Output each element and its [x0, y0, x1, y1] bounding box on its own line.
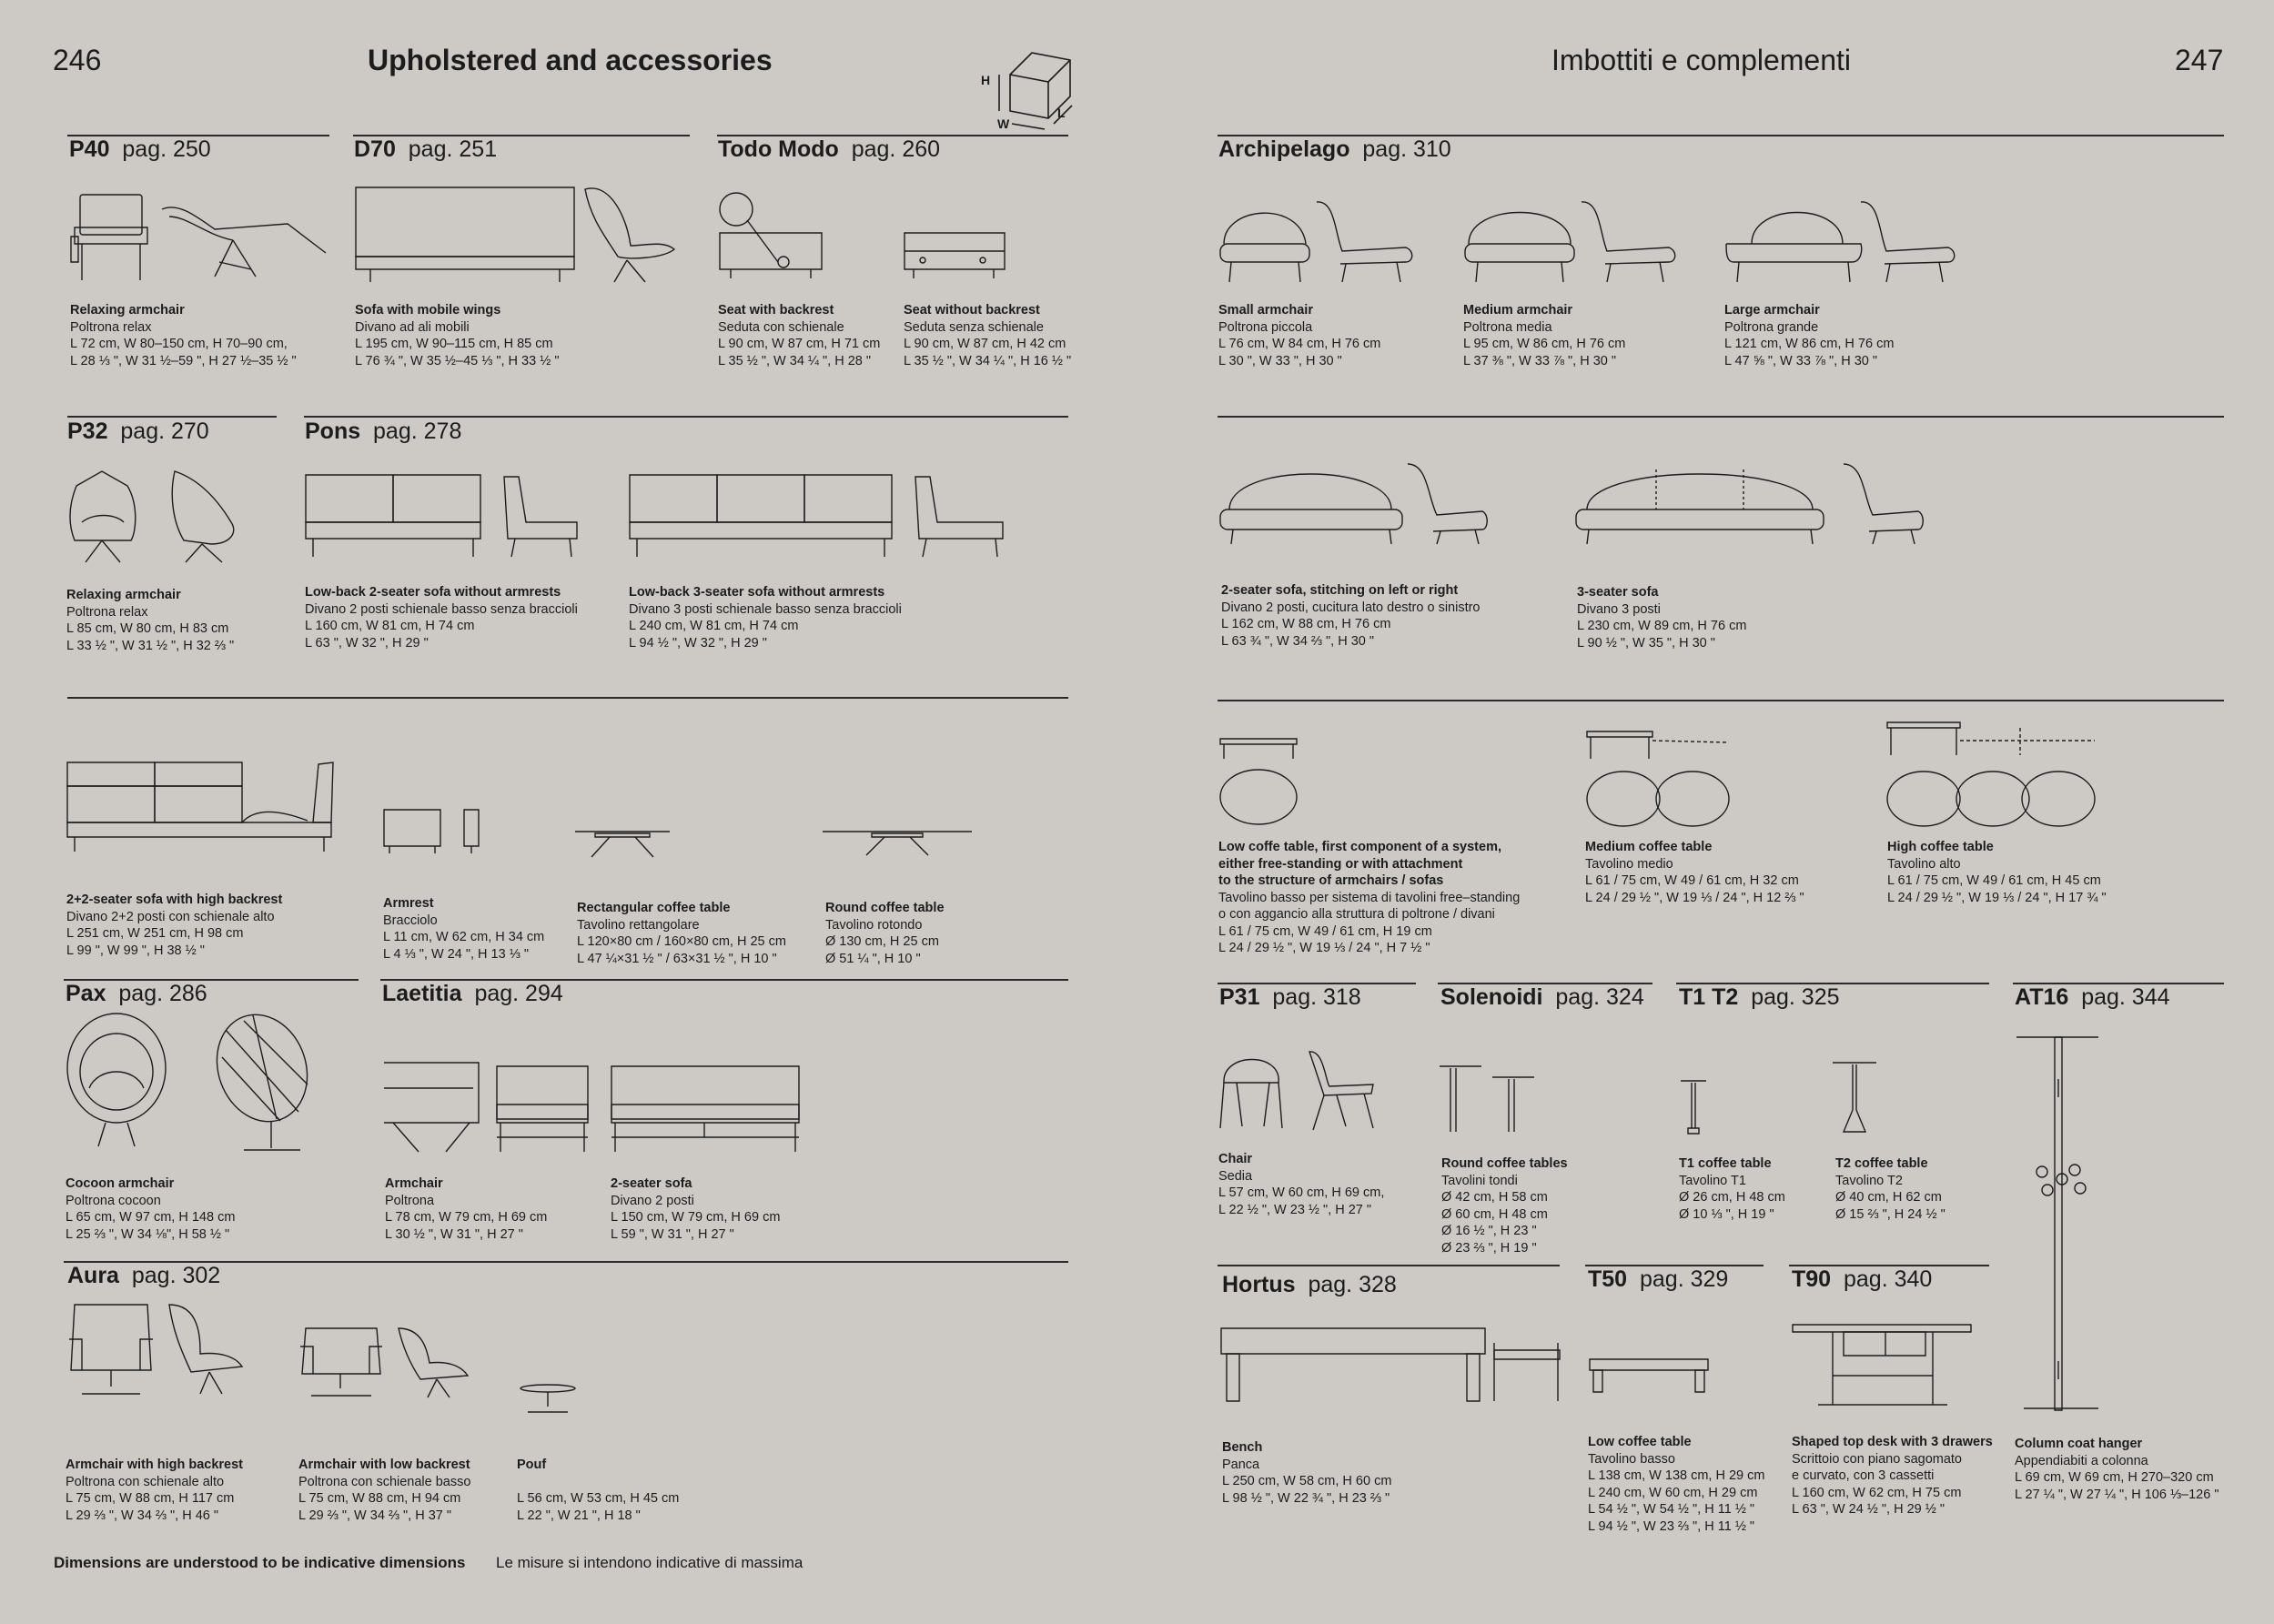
archipelago-medium-armchair-drawing — [1463, 197, 1709, 287]
section-heading-at16: AT16 pag. 344 — [2015, 984, 2170, 1010]
section-heading-todomodo: Todo Modo pag. 260 — [718, 136, 941, 162]
caption-pax-cocoon: Cocoon armchair Poltrona cocoon L 65 cm, W 97 cm, H 148 cm L 25 ⅔ ", W 34 ⅛", H 58 ½ " — [66, 1176, 236, 1242]
caption-archipelago-large: Large armchair Poltrona grande L 121 cm, W 86 cm, H 76 cm L 47 ⅝ ", W 33 ⅞ ", H 30 " — [1724, 303, 1895, 368]
caption-laetitia-armchair: Armchair Poltrona L 78 cm, W 79 cm, H 69 cm L 30 ½ ", W 31 ", H 27 " — [385, 1176, 548, 1242]
p32-armchair-drawing — [66, 468, 275, 568]
aura-low-armchair-drawing — [297, 1326, 515, 1408]
caption-aura-pouf: Pouf L 56 cm, W 53 cm, H 45 cm L 22 ", W 21 ", H 18 " — [517, 1458, 680, 1523]
rule-pons-2 — [67, 697, 1068, 699]
caption-solenoidi: Round coffee tables Tavolini tondi Ø 42 cm, H 58 cm Ø 60 cm, H 48 cm Ø 16 ½ ", H 23 " Ø 23 ⅔ ", H 19 " — [1441, 1156, 1568, 1256]
page-number-right: 247 — [2175, 44, 2224, 76]
section-heading-p40: P40 pag. 250 — [69, 136, 211, 162]
caption-p31-chair: Chair Sedia L 57 cm, W 60 cm, H 69 cm, L 22 ½ ", W 23 ½ ", H 27 " — [1218, 1152, 1385, 1217]
rule-archipelago-2 — [1218, 416, 2224, 418]
page-title-left: Upholstered and accessories — [368, 44, 773, 76]
caption-at16: Column coat hanger Appendiabiti a colonna L 69 cm, W 69 cm, H 270–320 cm L 27 ¼ ", W 27 ¼ ", H 106 ⅓–126 " — [2015, 1437, 2219, 1502]
todomodo-seat-nobackrest-drawing — [903, 231, 1006, 286]
section-heading-t90: T90 pag. 340 — [1792, 1266, 1933, 1292]
caption-todomodo-seat-nobackrest: Seat without backrest Seduta senza schienale L 90 cm, W 87 cm, H 42 cm L 35 ½ ", W 34 ¼ ", H 16 ½ " — [904, 303, 1072, 368]
caption-t90: Shaped top desk with 3 drawers Scrittoio con piano sagomato e curvato, con 3 cassetti L 160 cm, W 62 cm, H 75 cm L 63 ", W 24 ½ ", H 29 ½ " — [1792, 1435, 1993, 1517]
section-heading-pons: Pons pag. 278 — [305, 419, 462, 444]
section-heading-p32: P32 pag. 270 — [67, 419, 209, 444]
footer-note-it: Le misure si intendono indicative di massima — [496, 1554, 803, 1571]
caption-pons-2seater: Low-back 2-seater sofa without armrests Divano 2 posti schienale basso senza braccioli L 160 cm, W 81 cm, H 74 cm L 63 ", W 32 ", H 29 " — [305, 585, 578, 651]
caption-archipelago-small: Small armchair Poltrona piccola L 76 cm, W 84 cm, H 76 cm L 30 ", W 33 ", H 30 " — [1218, 303, 1381, 368]
footer-note-en: Dimensions are understood to be indicative dimensions — [54, 1554, 466, 1571]
t90-desk-drawing — [1791, 1321, 1973, 1412]
caption-hortus-bench: Bench Panca L 250 cm, W 58 cm, H 60 cm L 98 ½ ", W 22 ¾ ", H 23 ⅔ " — [1222, 1440, 1392, 1506]
pons-round-table-drawing — [821, 828, 975, 864]
t2-table-drawing — [1829, 1059, 1884, 1135]
p40-armchair-drawing — [69, 189, 333, 289]
section-heading-solenoidi: Solenoidi pag. 324 — [1440, 984, 1644, 1010]
caption-aura-low: Armchair with low backrest Poltrona con schienale basso L 75 cm, W 88 cm, H 94 cm L 29 ⅔ ", W 34 ⅔ ", H 37 " — [298, 1458, 471, 1523]
aura-high-armchair-drawing — [64, 1303, 282, 1403]
caption-t1: T1 coffee table Tavolino T1 Ø 26 cm, H 48 cm Ø 10 ⅓ ", H 19 " — [1679, 1156, 1785, 1222]
caption-archipelago-low-table: Low coffe table, first component of a system, either free-standing or with attachment to the structure of armchairs / sofas Tavolino basso per sistema di tavolini free–standing o con aggancio alla struttura di poltrone / divani L 61 / 75 cm, W 49 / 61 cm, H 19 cm L 24 / 29 ½ ", W 19 ⅓ / 24 ", H 7 ½ " — [1218, 840, 1521, 955]
caption-archipelago-3seater: 3-seater sofa Divano 3 posti L 230 cm, W 89 cm, H 76 cm L 90 ½ ", W 35 ", H 30 " — [1577, 585, 1747, 651]
section-heading-archipelago: Archipelago pag. 310 — [1218, 136, 1451, 162]
caption-aura-high: Armchair with high backrest Poltrona con schienale alto L 75 cm, W 88 cm, H 117 cm L 29 ⅔ ", W 34 ⅔ ", H 46 " — [66, 1458, 243, 1523]
laetitia-armchair-drawing — [382, 1061, 591, 1161]
laetitia-2seater-drawing — [610, 1064, 810, 1155]
caption-archipelago-medium-table: Medium coffee table Tavolino medio L 61 / 75 cm, W 49 / 61 cm, H 32 cm L 24 / 29 ½ ", W 19 ⅓ / 24 ", H 12 ⅔ " — [1585, 840, 1804, 905]
archipelago-small-armchair-drawing — [1218, 197, 1455, 287]
rule-archipelago-3 — [1218, 700, 2224, 701]
d70-sofa-drawing — [354, 182, 682, 291]
solenoidi-tables-drawing — [1436, 1063, 1545, 1135]
caption-archipelago-2seater: 2-seater sofa, stitching on left or right Divano 2 posti, cucitura lato destro o sinistro L 162 cm, W 88 cm, H 76 cm L 63 ¾ ", W 34 ⅔ ", H 30 " — [1221, 583, 1481, 649]
aura-pouf-drawing — [517, 1383, 581, 1419]
section-heading-p31: P31 pag. 318 — [1219, 984, 1361, 1010]
caption-pons-rect-table: Rectangular coffee table Tavolino rettangolare L 120×80 cm / 160×80 cm, H 25 cm L 47 ¼×31 ½ " / 63×31 ½ ", H 10 " — [577, 901, 786, 966]
rule-pons — [304, 416, 1068, 418]
todomodo-seat-backrest-drawing — [718, 189, 827, 289]
caption-todomodo-seat-backrest: Seat with backrest Seduta con schienale L 90 cm, W 87 cm, H 71 cm L 35 ½ ", W 34 ¼ ", H 28 " — [718, 303, 881, 368]
caption-archipelago-medium: Medium armchair Poltrona media L 95 cm, W 86 cm, H 76 cm L 37 ⅜ ", W 33 ⅞ ", H 30 " — [1463, 303, 1626, 368]
archipelago-low-table-drawing — [1218, 737, 1319, 837]
caption-laetitia-2seater: 2-seater sofa Divano 2 posti L 150 cm, W 79 cm, H 69 cm L 59 ", W 31 ", H 27 " — [611, 1176, 781, 1242]
dim-label-h: H — [981, 73, 991, 87]
archipelago-high-table-drawing — [1885, 719, 2104, 837]
section-heading-hortus: Hortus pag. 328 — [1222, 1272, 1397, 1297]
at16-coat-hanger-drawing — [2011, 1034, 2102, 1416]
rule-hortus — [1218, 1265, 1560, 1266]
caption-t50: Low coffee table Tavolino basso L 138 cm, W 138 cm, H 29 cm L 240 cm, W 60 cm, H 29 cm L 54 ½ ", W 54 ½ ", H 11 ½ " L 94 ½ ", W 23 ⅔ ", H 11 ½ " — [1588, 1435, 1765, 1534]
pons-3seater-drawing — [628, 473, 1010, 564]
caption-p32-relaxing-armchair: Relaxing armchair Poltrona relax L 85 cm, W 80 cm, H 83 cm L 33 ½ ", W 31 ½ ", H 32 ⅔ " — [66, 588, 235, 653]
section-heading-t1t2: T1 T2 pag. 325 — [1679, 984, 1840, 1010]
page-title-right: Imbottiti e complementi — [1551, 44, 1852, 76]
section-heading-t50: T50 pag. 329 — [1588, 1266, 1729, 1292]
pons-2seater-drawing — [304, 473, 595, 564]
caption-p40-relaxing-armchair: Relaxing armchair Poltrona relax L 72 cm, W 80–150 cm, H 70–90 cm, L 28 ⅓ ", W 31 ½–59 ", H 27 ½–35 ½ " — [70, 303, 297, 368]
caption-d70-sofa: Sofa with mobile wings Divano ad ali mobili L 195 cm, W 90–115 cm, H 85 cm L 76 ¾ ", W 35 ½–45 ⅓ ", H 33 ½ " — [355, 303, 560, 368]
caption-pons-2plus2: 2+2-seater sofa with high backrest Divano 2+2 posti con schienale alto L 251 cm, W 251 cm, H 98 cm L 99 ", W 99 ", H 38 ½ " — [66, 893, 283, 958]
p31-chair-drawing — [1218, 1046, 1382, 1137]
section-heading-aura: Aura pag. 302 — [67, 1263, 221, 1288]
t1-table-drawing — [1677, 1077, 1713, 1135]
archipelago-large-armchair-drawing — [1724, 197, 1970, 287]
caption-pons-armrest: Armrest Bracciolo L 11 cm, W 62 cm, H 34 cm L 4 ⅓ ", W 24 ", H 13 ⅓ " — [383, 896, 545, 962]
dim-label-l: L — [1057, 106, 1066, 120]
section-heading-laetitia: Laetitia pag. 294 — [382, 981, 563, 1006]
section-heading-d70: D70 pag. 251 — [354, 136, 498, 162]
archipelago-2seater-drawing — [1218, 460, 1491, 551]
pax-cocoon-drawing — [62, 1012, 317, 1157]
archipelago-medium-table-drawing — [1585, 728, 1740, 837]
archipelago-3seater-drawing — [1574, 460, 1956, 551]
rule-p32 — [67, 416, 277, 418]
pons-armrest-drawing — [382, 808, 491, 862]
t50-low-table-drawing — [1588, 1356, 1715, 1396]
page-number-left: 246 — [53, 44, 102, 76]
pons-rect-table-drawing — [573, 828, 673, 864]
caption-t2: T2 coffee table Tavolino T2 Ø 40 cm, H 62 cm Ø 15 ⅔ ", H 24 ½ " — [1835, 1156, 1946, 1222]
pons-2plus2-drawing — [66, 761, 339, 861]
caption-pons-3seater: Low-back 3-seater sofa without armrests Divano 3 posti schienale basso senza braccioli L 240 cm, W 81 cm, H 74 cm L 94 ½ ", W 32 ", H 29 " — [629, 585, 902, 651]
caption-pons-round-table: Round coffee table Tavolino rotondo Ø 130 cm, H 25 cm Ø 51 ¼ ", H 10 " — [825, 901, 945, 966]
caption-archipelago-high-table: High coffee table Tavolino alto L 61 / 75 cm, W 49 / 61 cm, H 45 cm L 24 / 29 ½ ", W 19 ⅓ / 24 ", H 17 ¾ " — [1887, 840, 2107, 905]
dim-label-w: W — [997, 116, 1010, 131]
section-heading-pax: Pax pag. 286 — [66, 981, 207, 1006]
hortus-bench-drawing — [1219, 1325, 1565, 1407]
